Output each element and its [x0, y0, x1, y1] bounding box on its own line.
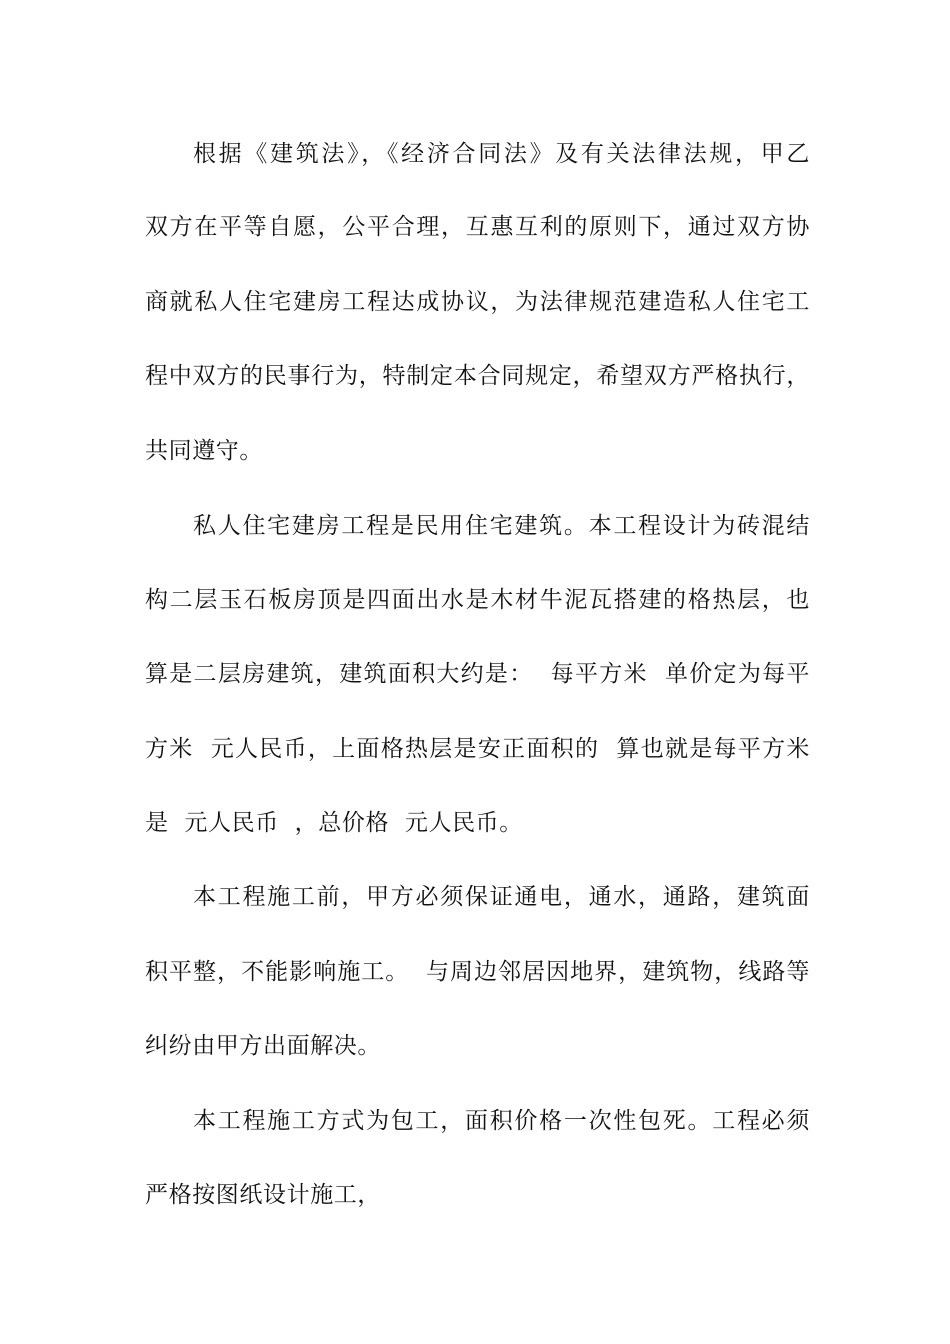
paragraph-4-line-1: 本工程施工方式为包工，面积价格一次性包死。工程必须 [193, 1108, 810, 1134]
paragraph-2-line-5: 是 元人民币 ，总价格 元人民币。 [145, 810, 523, 836]
paragraph-3-line-1: 本工程施工前，甲方必须保证通电，通水，通路，建筑面 [193, 884, 810, 910]
paragraph-2-line-2: 构二层玉石板房顶是四面出水是木材牛泥瓦搭建的格热层，也 [145, 587, 810, 613]
paragraph-1-line-2: 双方在平等自愿，公平合理，互惠互利的原则下，通过双方协 [145, 214, 810, 240]
paragraph-2-line-3: 算是二层房建筑，建筑面积大约是： 每平方米 单价定为每平 [145, 661, 810, 687]
paragraph-1-line-5: 共同遵守。 [145, 438, 263, 464]
paragraph-3-line-2: 积平整，不能影响施工。 与周边邻居因地界，建筑物，线路等 [145, 959, 810, 985]
paragraph-3-line-3: 纠纷由甲方出面解决。 [145, 1033, 381, 1059]
paragraph-4-line-2: 严格按图纸设计施工， [145, 1182, 381, 1208]
paragraph-2-line-1: 私人住宅建房工程是民用住宅建筑。本工程设计为砖混结 [193, 513, 810, 539]
paragraph-1-line-4: 程中双方的民事行为，特制定本合同规定，希望双方严格执行， [145, 363, 810, 389]
paragraph-2-line-4: 方米 元人民币，上面格热层是安正面积的 算也就是每平方米 [145, 736, 810, 762]
paragraph-1-line-1: 根据《建筑法》，《经济合同法》及有关法律法规，甲乙 [193, 141, 810, 167]
paragraph-1-line-3: 商就私人住宅建房工程达成协议，为法律规范建造私人住宅工 [145, 289, 810, 315]
